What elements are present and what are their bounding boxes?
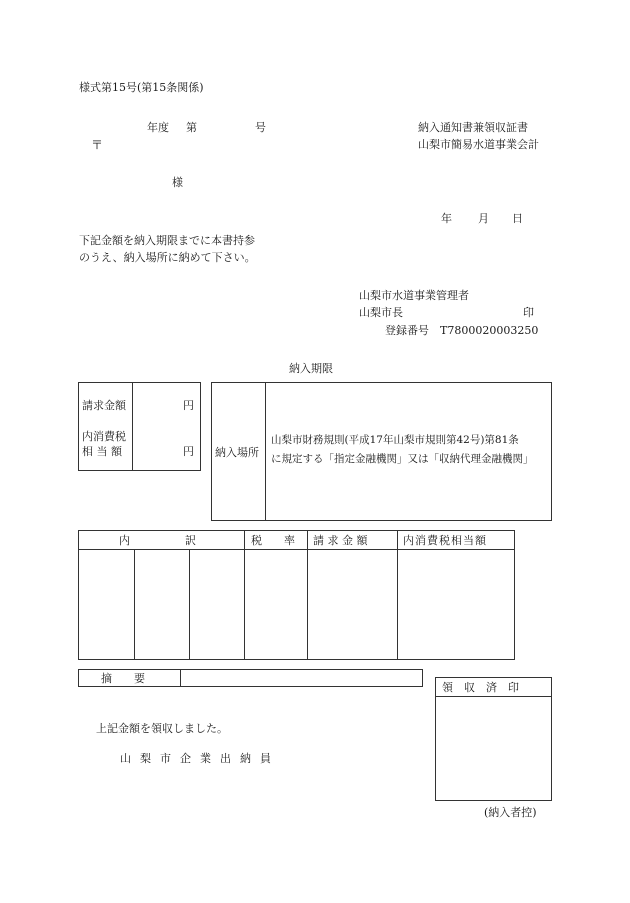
instruction-line-1: 下記金額を納入期限までに本書持参 — [79, 234, 255, 247]
billed-yen: 円 — [183, 399, 194, 412]
number-prefix: 第 — [186, 121, 197, 134]
honorific: 様 — [172, 176, 183, 189]
deadline-label: 納入期限 — [289, 362, 333, 375]
cashier-name: 山梨市企業出納員 — [120, 752, 280, 765]
amount-box — [78, 382, 201, 471]
instruction-line-2: のうえ、納入場所に納めて下さい。 — [79, 251, 256, 264]
manager-title: 山梨市水道事業管理者 — [359, 289, 469, 302]
form-number: 様式第15号(第15条関係) — [79, 81, 204, 94]
tax-label-line-2: 相 当 額 — [82, 445, 122, 458]
payment-place-box — [211, 382, 552, 521]
remarks-label: 摘 要 — [101, 672, 145, 685]
mayor-title: 山梨市長 — [359, 306, 403, 319]
receipt-stamp-box — [435, 677, 552, 801]
billed-amount-label: 請求金額 — [82, 399, 126, 412]
number-suffix: 号 — [255, 121, 266, 134]
fiscal-year-label: 年度 — [147, 121, 169, 134]
remarks-box — [78, 669, 423, 687]
payment-place-text-2: に規定する「指定金融機関」又は「収納代理金融機関」 — [271, 453, 534, 465]
header-tax-included: 内消費税相当額 — [403, 534, 487, 547]
received-text: 上記金額を領収しました。 — [96, 722, 228, 735]
payment-place-label: 納入場所 — [215, 446, 259, 459]
header-breakdown: 内 訳 — [119, 534, 196, 547]
payment-place-text-1: 山梨市財務規則(平成17年山梨市規則第42号)第81条 — [271, 434, 519, 446]
date-day: 日 — [512, 212, 523, 225]
tax-yen: 円 — [183, 445, 194, 458]
issuer-account: 山梨市簡易水道事業会計 — [418, 138, 539, 151]
registration-number: T7800020003250 — [440, 324, 539, 337]
date-month: 月 — [478, 212, 489, 225]
copy-note: (納入者控) — [484, 806, 537, 819]
postal-mark: 〒 — [91, 138, 104, 152]
tax-label-line-1: 内消費税 — [82, 430, 126, 443]
document-title: 納入通知書兼領収証書 — [418, 121, 528, 134]
header-billed-amount: 請 求 金 額 — [313, 534, 368, 547]
receipt-stamp-label: 領 収 済 印 — [442, 681, 519, 694]
seal-mark: 印 — [523, 306, 534, 319]
registration-label: 登録番号 — [385, 324, 429, 337]
header-tax-rate: 税 率 — [251, 534, 295, 547]
date-year: 年 — [441, 212, 452, 225]
breakdown-table — [78, 530, 515, 660]
